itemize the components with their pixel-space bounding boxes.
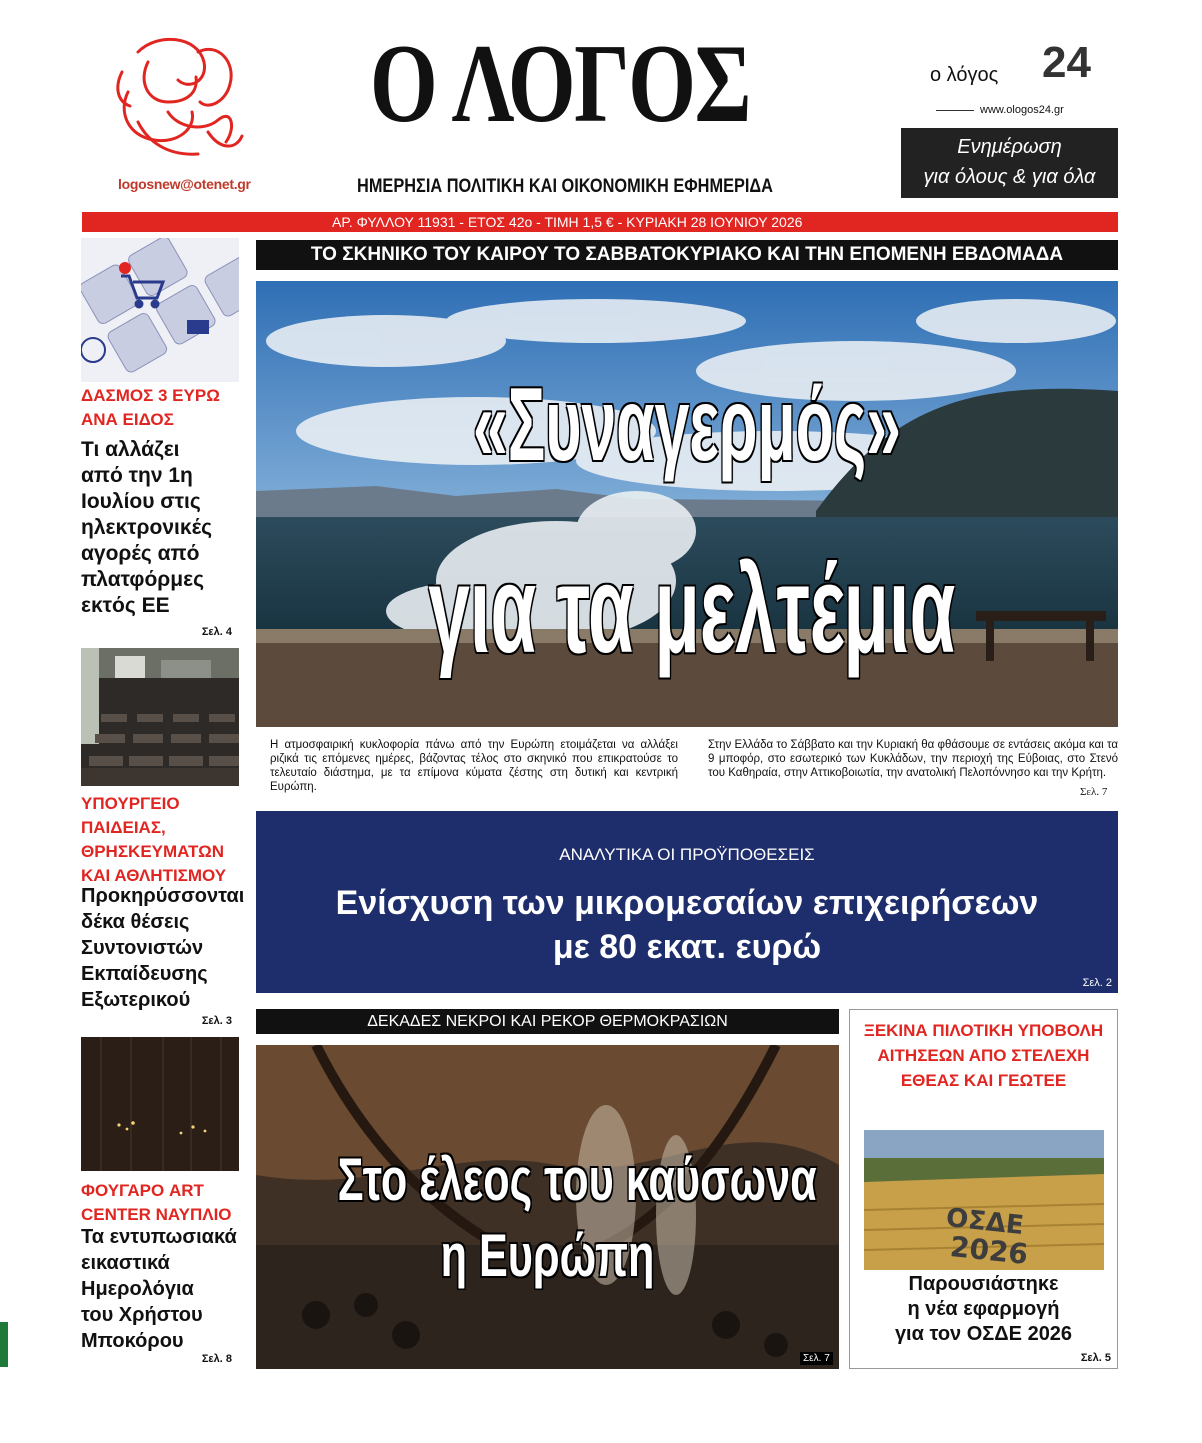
lead-body-col2: Στην Ελλάδα το Σάββατο και την Κυριακή θα φθάσουμε σε εντάσεις ακόμα και τα 9 μποφόρ, στο εσωτερικό των Κυκλάδων, την περιοχή της Εύβοιας, στο Στενό του Καθηραία, στην Αττικοβοιωτία, την ανατολική Πελοπόννησο και την Κρήτη. xyxy=(708,739,1118,779)
story2-headline-line: Συντονιστών xyxy=(81,937,204,959)
story1-page-ref: Σελ. 4 xyxy=(201,626,232,638)
issue-info: ΑΡ. ΦΥΛΛΟΥ 11931 - ΕΤΟΣ 42ο - ΤΙΜΗ 1,5 € - ΚΥΡΙΑΚΗ 28 ΙΟΥΝΙΟΥ 2026 xyxy=(332,214,803,230)
story2-page-ref: Σελ. 3 xyxy=(201,1015,232,1027)
osde-headline xyxy=(850,1272,1117,1347)
classroom-image xyxy=(81,648,239,786)
story2-kicker-line: ΘΡΗΣΚΕΥΜΑΤΩΝ xyxy=(81,842,225,861)
masthead-logo xyxy=(108,32,248,164)
page-edge-strip xyxy=(0,1322,8,1367)
ologos24-logo xyxy=(930,38,1100,124)
story3-kicker-line: ΦΟΥΓΑΡΟ ART xyxy=(81,1181,204,1200)
osde-headline-line: η νέα εφαρμογή xyxy=(907,1298,1060,1320)
field-text-year: 2026 xyxy=(948,1230,1030,1270)
story1-headline-line: Ιουλίου στις xyxy=(81,490,201,513)
story1-headline-line: πλατφόρμες xyxy=(81,568,204,591)
story2-headline[interactable] xyxy=(81,883,251,1013)
lead-page-ref: Σελ. 7 xyxy=(1080,786,1108,798)
story3-kicker-line: CENTER ΝΑΥΠΛΙΟ xyxy=(81,1205,232,1224)
story1-headline-line: εκτός ΕΕ xyxy=(81,594,170,617)
story1-headline-line: Τι αλλάζει xyxy=(81,438,180,461)
lead-title-line1[interactable]: «Συναγερμός» xyxy=(473,367,901,483)
heatwave-title-line1[interactable]: Στο έλεος του καύσωνα xyxy=(337,1146,817,1213)
story3-headline-line: εικαστικά xyxy=(81,1252,170,1274)
field-image xyxy=(864,1130,1104,1270)
story2-kicker xyxy=(81,792,241,888)
lead-title-line2[interactable]: για τα μελτέμια xyxy=(428,541,956,679)
story2-headline-line: δέκα θέσεις xyxy=(81,911,190,933)
business-headline-line1: Ενίσχυση των μικρομεσαίων επιχειρήσεων xyxy=(335,884,1039,922)
newspaper-title: Ο ΛΟΓΟΣ xyxy=(369,22,751,146)
osde-kicker-line: ΞΕΚΙΝΑ ΠΙΛΟΤΙΚΗ ΥΠΟΒΟΛΗ xyxy=(863,1021,1104,1040)
story1-headline[interactable] xyxy=(81,437,251,619)
heatwave-page-ref: Σελ. 7 xyxy=(800,1352,833,1365)
brand-url: www.ologos24.gr xyxy=(980,104,1064,116)
heatwave-banner: ΔΕΚΑΔΕΣ ΝΕΚΡΟΙ ΚΑΙ ΡΕΚΟΡ ΘΕΡΜΟΚΡΑΣΙΩΝ xyxy=(256,1009,839,1034)
story3-headline-line: Μποκόρου xyxy=(81,1330,184,1352)
weather-banner: ΤΟ ΣΚΗΝΙΚΟ ΤΟΥ ΚΑΙΡΟΥ ΤΟ ΣΑΒΒΑΤΟΚΥΡΙΑΚΟ ΚΑΙ ΤΗΝ ΕΠΟΜΕΝΗ ΕΒΔΟΜΑΔΑ xyxy=(256,240,1118,270)
story1-headline-line: από την 1η xyxy=(81,464,193,487)
business-headline-line2: με 80 εκατ. ευρώ xyxy=(552,928,822,966)
osde-headline-line: Παρουσιάστηκε xyxy=(908,1273,1059,1295)
story2-headline-line: Προκηρύσσονται xyxy=(81,885,245,907)
story3-kicker xyxy=(81,1179,251,1227)
osde-box[interactable] xyxy=(849,1009,1118,1369)
story2-kicker-line: ΠΑΙΔΕΙΑΣ, xyxy=(81,818,166,837)
story2-kicker-line: ΚΑΙ ΑΘΛΗΤΙΣΜΟΥ xyxy=(81,866,227,885)
email-address: logosnew@otenet.gr xyxy=(118,176,251,192)
business-box[interactable] xyxy=(256,811,1118,993)
osde-headline-line: για τον ΟΣΔΕ 2026 xyxy=(894,1323,1073,1345)
brand-name: ο λόγος xyxy=(930,64,999,86)
story1-kicker-line2: ΑΝΑ ΕΙΔΟΣ xyxy=(81,410,174,429)
lead-body-col1: Η ατμοσφαιρική κυκλοφορία πάνω από την Ευρώπη ετοιμάζεται να αλλάξει ριζικά τις επόμενες ημέρες, βάζοντας τέλος στο σκηνικό που επικρατούσε το τελευταίο διάστημα, με τα επίμονα κύματα ζέστης στη δυτική και κεντρική Ευρώπη. xyxy=(270,739,678,793)
story3-page-ref: Σελ. 8 xyxy=(201,1353,232,1365)
brand-24: 24 xyxy=(1042,38,1091,87)
story3-headline[interactable] xyxy=(81,1224,251,1354)
business-headline xyxy=(256,881,1118,969)
story1-kicker xyxy=(81,384,241,432)
heatwave-title-line2[interactable]: η Ευρώπη xyxy=(440,1222,655,1289)
osde-kicker-line: ΕΘΕΑΣ ΚΑΙ ΓΕΩΤΕΕ xyxy=(900,1071,1067,1090)
story3-headline-line: Τα εντυπωσιακά xyxy=(81,1226,237,1248)
newspaper-subtitle: ΗΜΕΡΗΣΙΑ ΠΟΛΙΤΙΚΗ ΚΑΙ ΟΙΚΟΝΟΜΙΚΗ ΕΦΗΜΕΡΙΔΑ xyxy=(357,176,773,197)
ecommerce-image xyxy=(81,238,239,382)
art-image xyxy=(81,1037,239,1171)
osde-kicker xyxy=(850,1018,1117,1093)
tagline-box xyxy=(901,128,1118,198)
story3-headline-line: του Χρήστου xyxy=(81,1304,203,1326)
story1-headline-line: αγορές από xyxy=(81,542,200,565)
story1-kicker-line1: ΔΑΣΜΟΣ 3 ΕΥΡΩ xyxy=(81,386,220,405)
brand-line xyxy=(936,110,974,111)
story1-headline-line: ηλεκτρονικές xyxy=(81,516,212,539)
story3-headline-line: Ημερολόγια xyxy=(81,1278,194,1300)
tagline-line-2: για όλους & για όλα xyxy=(923,166,1096,188)
business-page-ref: Σελ. 2 xyxy=(1082,977,1112,989)
field-text-osde: ΟΣΔΕ xyxy=(944,1203,1026,1242)
business-kicker: ΑΝΑΛΥΤΙΚΑ ΟΙ ΠΡΟΫΠΟΘΕΣΕΙΣ xyxy=(559,845,815,864)
story2-kicker-line: ΥΠΟΥΡΓΕΙΟ xyxy=(81,794,180,813)
story2-headline-line: Εξωτερικού xyxy=(81,989,191,1011)
osde-kicker-line: ΑΙΤΗΣΕΩΝ ΑΠΟ ΣΤΕΛΕΧΗ xyxy=(877,1046,1090,1065)
tagline-line-1: Ενημέρωση xyxy=(957,136,1062,158)
story2-headline-line: Εκπαίδευσης xyxy=(81,963,208,985)
osde-page-ref: Σελ. 5 xyxy=(1080,1352,1111,1364)
